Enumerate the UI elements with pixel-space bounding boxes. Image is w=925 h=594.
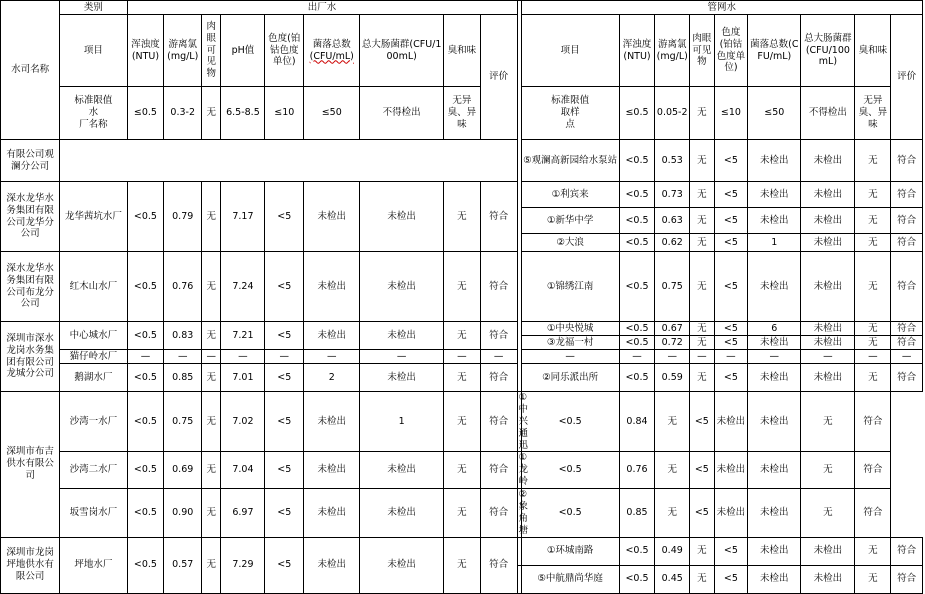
visible-value: 无	[202, 537, 221, 593]
ph-value: 7.24	[221, 252, 265, 322]
chlorine-value: 0.79	[164, 182, 202, 252]
plant-name: 红木山水厂	[60, 252, 127, 322]
colony-value: 未检出	[304, 392, 360, 452]
chlorine-value: 0.57	[164, 537, 202, 593]
plant-name: 沙湾一水厂	[60, 392, 127, 452]
net-odor: —	[855, 350, 891, 364]
odor-value: 无	[444, 182, 481, 252]
net-coliform: 未检出	[801, 565, 855, 593]
evaluation-value: 符合	[480, 364, 517, 392]
net-chlorine: 0.49	[655, 537, 690, 565]
plant-name: 鹅湖水厂	[60, 364, 127, 392]
colony-value: 未检出	[304, 322, 360, 350]
company-name: 深圳市深水龙岗水务集团有限公司龙城分公司	[1, 322, 60, 392]
network-water-header: 管网水	[521, 1, 922, 15]
net-visible: 无	[690, 252, 715, 322]
net-color: <5	[714, 537, 748, 565]
chlorine-value: 0.76	[164, 252, 202, 322]
net-odor: 无	[855, 537, 891, 565]
net-color: <5	[714, 252, 748, 322]
net-odor: 无	[855, 336, 891, 350]
net-coliform: 未检出	[801, 336, 855, 350]
net-odor: 无	[855, 182, 891, 208]
empty-plant-block	[60, 140, 517, 182]
net-visible: 无	[690, 565, 715, 593]
evaluation-value: 符合	[480, 537, 517, 593]
table-row	[1, 364, 923, 378]
net-odor: 无	[801, 392, 855, 452]
company-name: 深水龙华水务集团有限公司布龙分公司	[1, 252, 60, 322]
net-chlorine: 0.75	[655, 252, 690, 322]
plant-label-1: 水	[88, 107, 99, 119]
net-color: <5	[714, 234, 748, 252]
net-turbidity: <0.5	[619, 252, 655, 322]
sample-point: ①锦绣江南	[521, 252, 619, 322]
net-visible: 无	[690, 208, 715, 234]
net-col-turbidity: 浑浊度(NTU)	[619, 15, 655, 87]
net-visible: 无	[690, 140, 715, 182]
net-evaluation: 符合	[891, 322, 923, 336]
net-odor: 无	[801, 452, 855, 489]
net-col-color: 色度(铂钴色度单位)	[714, 15, 748, 87]
plant-name: 龙华茜坑水厂	[60, 182, 127, 252]
net-visible: 无	[690, 364, 715, 392]
chlorine-value: 0.85	[164, 364, 202, 392]
net-coliform: 未检出	[801, 208, 855, 234]
colony-value: 未检出	[304, 182, 360, 252]
colony-value: 未检出	[304, 452, 360, 489]
sample-label-2: 点	[565, 118, 575, 130]
color-value: <5	[265, 489, 304, 538]
turbidity-value: <0.5	[127, 537, 164, 593]
col-turbidity: 浑浊度(NTU)	[127, 15, 164, 87]
net-chlorine: 0.84	[619, 392, 655, 452]
net-chlorine: 0.76	[619, 452, 655, 489]
colony-value: —	[304, 350, 360, 364]
net-color: <5	[714, 336, 748, 350]
net-coliform: 未检出	[801, 234, 855, 252]
turbidity-value: <0.5	[127, 489, 164, 538]
net-color: <5	[690, 452, 715, 489]
plant-name: 猫仔岭水厂	[60, 350, 127, 364]
net-colony: 未检出	[714, 392, 748, 452]
ph-value: —	[221, 350, 265, 364]
net-evaluation: 符合	[891, 537, 923, 565]
net-evaluation: 符合	[891, 182, 923, 208]
net-turbidity: <0.5	[619, 322, 655, 336]
odor-value: 无	[444, 364, 481, 392]
coliform-value: —	[360, 350, 444, 364]
color-value: <5	[265, 252, 304, 322]
company-name: 有限公司观澜分公司	[1, 140, 60, 182]
sample-point: ①环城南路	[521, 537, 619, 565]
ph-value: 7.02	[221, 392, 265, 452]
standard-label: 标准限值	[74, 95, 113, 107]
net-turbidity: <0.5	[619, 565, 655, 593]
colony-value: 2	[304, 364, 360, 392]
chlorine-value: 0.69	[164, 452, 202, 489]
net-turbidity: <0.5	[619, 537, 655, 565]
col-evaluation: 评价	[480, 15, 517, 140]
sample-point: ①龙岭	[518, 452, 529, 488]
sample-point: ②象角塘	[518, 489, 529, 536]
evaluation-value: 符合	[480, 489, 517, 538]
coliform-value: 未检出	[360, 364, 444, 392]
evaluation-value: 符合	[480, 392, 517, 452]
table-row	[1, 182, 923, 208]
net-color: <5	[714, 565, 748, 593]
net-col-coliform: 总大肠菌群(CFU/100mL)	[801, 15, 855, 87]
visible-value: 无	[202, 252, 221, 322]
net-coliform: 未检出	[801, 537, 855, 565]
net-evaluation: 符合	[891, 140, 923, 182]
sample-point: ②大浪	[521, 234, 619, 252]
net-col-colony: 菌落总数(CFU/mL)	[748, 15, 801, 87]
net-color: <5	[690, 489, 715, 538]
category-header: 类别	[60, 1, 127, 15]
plant-label-2: 厂名称	[79, 118, 108, 130]
odor-value: 无	[444, 452, 481, 489]
plant-name: 沙湾二水厂	[60, 452, 127, 489]
net-standard-label: 标准限值	[551, 95, 590, 107]
ph-value: 7.04	[221, 452, 265, 489]
turbidity-value: <0.5	[127, 252, 164, 322]
odor-value: 无	[444, 392, 481, 452]
company-name: 深圳市龙岗坪地供水有限公司	[1, 537, 60, 593]
company-name-header: 水司名称	[1, 1, 60, 140]
coliform-value: 1	[360, 392, 444, 452]
net-colony: 6	[748, 322, 801, 336]
col-color: 色度(铂钴色度单位)	[265, 15, 304, 87]
net-evaluation: 符合	[855, 392, 891, 452]
odor-value: 无	[444, 322, 481, 350]
limit-turbidity: ≤0.5	[127, 87, 164, 140]
colony-value: 未检出	[304, 489, 360, 538]
net-colony: 未检出	[748, 208, 801, 234]
net-coliform: —	[801, 350, 855, 364]
net-colony: 未检出	[748, 537, 801, 565]
net-turbidity: <0.5	[619, 234, 655, 252]
ph-value: 7.29	[221, 537, 265, 593]
net-limit-chlorine: 0.05-2	[655, 87, 690, 140]
turbidity-value: <0.5	[127, 322, 164, 350]
turbidity-value: —	[127, 350, 164, 364]
color-value: <5	[265, 392, 304, 452]
net-visible: 无	[690, 234, 715, 252]
net-chlorine: 0.73	[655, 182, 690, 208]
color-value: <5	[265, 452, 304, 489]
limit-color: ≤10	[265, 87, 304, 140]
color-value: —	[265, 350, 304, 364]
net-turbidity: <0.5	[521, 392, 619, 452]
net-col-odor: 臭和味	[855, 15, 891, 87]
net-evaluation: 符合	[891, 336, 923, 350]
color-value: <5	[265, 364, 304, 392]
ph-value: 7.01	[221, 364, 265, 392]
net-colony: 1	[748, 234, 801, 252]
visible-value: 无	[202, 322, 221, 350]
plant-name: 中心城水厂	[60, 322, 127, 350]
limit-ph: 6.5-8.5	[221, 87, 265, 140]
sample-label-1: 取样	[560, 107, 580, 119]
net-chlorine: —	[655, 350, 690, 364]
net-visible: 无	[690, 336, 715, 350]
chlorine-value: —	[164, 350, 202, 364]
col-colony-unit: (CFU/mL)	[309, 50, 354, 62]
col-coliform: 总大肠菌群(CFU/100mL)	[360, 15, 444, 87]
net-limit-visible: 无	[690, 87, 715, 140]
net-limit-odor: 无异臭、异味	[855, 87, 891, 140]
net-evaluation: 符合	[891, 208, 923, 234]
net-odor: 无	[855, 208, 891, 234]
table-row	[1, 452, 923, 489]
net-limit-turbidity: ≤0.5	[619, 87, 655, 140]
net-coliform: 未检出	[801, 182, 855, 208]
color-value: <5	[265, 537, 304, 593]
net-visible: 无	[690, 322, 715, 336]
net-chlorine: 0.72	[655, 336, 690, 350]
net-evaluation: 符合	[855, 489, 891, 538]
sample-point: ①中兴通迅	[518, 392, 529, 451]
net-evaluation: 符合	[891, 252, 923, 322]
sample-point: ③龙福一村	[521, 336, 619, 350]
net-visible: —	[690, 350, 715, 364]
coliform-value: 未检出	[360, 537, 444, 593]
net-coliform: 未检出	[801, 322, 855, 336]
net-visible: 无	[690, 182, 715, 208]
sample-point: ①新华中学	[521, 208, 619, 234]
coliform-value: 未检出	[360, 489, 444, 538]
net-turbidity: —	[619, 350, 655, 364]
chlorine-value: 0.90	[164, 489, 202, 538]
net-visible: 无	[690, 537, 715, 565]
evaluation-value: 符合	[480, 252, 517, 322]
net-color: <5	[714, 322, 748, 336]
sample-point: ①利宾来	[521, 182, 619, 208]
evaluation-value: —	[480, 350, 517, 364]
header-row-1	[1, 1, 923, 15]
ph-value: 7.17	[221, 182, 265, 252]
table-row	[1, 537, 923, 565]
plant-name: 坪地水厂	[60, 537, 127, 593]
net-turbidity: <0.5	[619, 336, 655, 350]
coliform-value: 未检出	[360, 452, 444, 489]
net-odor: 无	[855, 234, 891, 252]
net-colony: 未检出	[714, 489, 748, 538]
col-chlorine: 游离氯(mg/L)	[164, 15, 202, 87]
net-col-chlorine: 游离氯(mg/L)	[655, 15, 690, 87]
net-turbidity: <0.5	[619, 140, 655, 182]
net-col-visible: 肉眼可见物	[690, 15, 715, 87]
net-turbidity: <0.5	[619, 364, 655, 392]
col-colony	[304, 15, 360, 87]
net-coliform: 未检出	[801, 364, 855, 392]
visible-value: 无	[202, 182, 221, 252]
color-value: <5	[265, 322, 304, 350]
net-chlorine: 0.85	[619, 489, 655, 538]
limits-row	[1, 87, 923, 140]
plant-name: 坂雪岗水厂	[60, 489, 127, 538]
factory-water-header: 出厂水	[127, 1, 517, 15]
limit-odor: 无异臭、异味	[444, 87, 481, 140]
net-odor: 无	[855, 140, 891, 182]
sample-point: ⑤中航鼎尚华庭	[521, 565, 619, 593]
net-chlorine: 0.67	[655, 322, 690, 336]
net-colony: 未检出	[748, 140, 801, 182]
network-project-header: 项目	[521, 15, 619, 87]
ph-value: 7.21	[221, 322, 265, 350]
net-color: <5	[714, 182, 748, 208]
limit-colony: ≤50	[304, 87, 360, 140]
chlorine-value: 0.75	[164, 392, 202, 452]
project-header: 项目	[60, 15, 127, 87]
ph-value: 6.97	[221, 489, 265, 538]
col-ph: pH值	[221, 15, 265, 87]
visible-value: —	[202, 350, 221, 364]
net-limit-colony: ≤50	[748, 87, 801, 140]
net-coliform: 未检出	[801, 252, 855, 322]
net-odor: 无	[855, 252, 891, 322]
evaluation-value: 符合	[480, 322, 517, 350]
visible-value: 无	[202, 392, 221, 452]
table-row	[1, 140, 923, 182]
net-odor: 无	[855, 364, 891, 392]
net-chlorine: 0.53	[655, 140, 690, 182]
net-coliform: 未检出	[748, 452, 801, 489]
col-colony-name: 菌落总数	[312, 38, 351, 50]
net-turbidity: <0.5	[521, 452, 619, 489]
col-visible: 肉眼可见物	[202, 15, 221, 87]
colony-value: 未检出	[304, 252, 360, 322]
net-evaluation: 符合	[891, 565, 923, 593]
limit-chlorine: 0.3-2	[164, 87, 202, 140]
visible-value: 无	[202, 489, 221, 538]
table-row	[1, 489, 923, 538]
visible-value: 无	[202, 452, 221, 489]
coliform-value: 未检出	[360, 182, 444, 252]
net-coliform: 未检出	[748, 392, 801, 452]
net-evaluation: —	[891, 350, 923, 364]
net-color: <5	[714, 140, 748, 182]
net-chlorine: 0.59	[655, 364, 690, 392]
net-coliform: 未检出	[748, 489, 801, 538]
net-colony: 未检出	[748, 336, 801, 350]
net-visible: 无	[655, 392, 690, 452]
net-odor: 无	[855, 322, 891, 336]
coliform-value: 未检出	[360, 322, 444, 350]
table-row	[1, 252, 923, 322]
col-odor: 臭和味	[444, 15, 481, 87]
net-limit-coliform: 不得检出	[801, 87, 855, 140]
turbidity-value: <0.5	[127, 452, 164, 489]
net-color: <5	[690, 392, 715, 452]
net-chlorine: 0.45	[655, 565, 690, 593]
table-row	[1, 392, 923, 452]
evaluation-value: 符合	[480, 452, 517, 489]
turbidity-value: <0.5	[127, 364, 164, 392]
net-odor: 无	[855, 565, 891, 593]
net-turbidity: <0.5	[619, 182, 655, 208]
turbidity-value: <0.5	[127, 392, 164, 452]
net-color: —	[714, 350, 748, 364]
net-visible: 无	[655, 452, 690, 489]
net-odor: 无	[801, 489, 855, 538]
sample-label-cell	[521, 87, 619, 140]
colony-value: 未检出	[304, 537, 360, 593]
header-row-2	[1, 15, 923, 87]
odor-value: —	[444, 350, 481, 364]
net-chlorine: 0.63	[655, 208, 690, 234]
sample-point: —	[521, 350, 619, 364]
company-name: 深水龙华水务集团有限公司龙华分公司	[1, 182, 60, 252]
net-colony: —	[748, 350, 801, 364]
visible-value: 无	[202, 364, 221, 392]
odor-value: 无	[444, 537, 481, 593]
coliform-value: 未检出	[360, 252, 444, 322]
net-colony: 未检出	[748, 565, 801, 593]
sample-point: ②同乐派出所	[521, 364, 619, 392]
table-row	[1, 350, 923, 364]
standard-label-cell	[60, 87, 127, 140]
net-coliform: 未检出	[801, 140, 855, 182]
net-colony: 未检出	[714, 452, 748, 489]
turbidity-value: <0.5	[127, 182, 164, 252]
sample-point: ⑤观澜高新园给水泵站	[521, 140, 619, 182]
chlorine-value: 0.83	[164, 322, 202, 350]
net-turbidity: <0.5	[521, 489, 619, 538]
net-visible: 无	[655, 489, 690, 538]
table-row	[1, 322, 923, 336]
net-evaluation: 符合	[891, 234, 923, 252]
color-value: <5	[265, 182, 304, 252]
net-col-evaluation: 评价	[891, 15, 923, 140]
company-name: 深圳市布吉供水有限公司	[1, 392, 60, 538]
net-evaluation: 符合	[855, 452, 891, 489]
odor-value: 无	[444, 252, 481, 322]
net-colony: 未检出	[748, 364, 801, 392]
limit-coliform: 不得检出	[360, 87, 444, 140]
net-color: <5	[714, 364, 748, 392]
sample-point: ①中央悦城	[521, 322, 619, 336]
net-turbidity: <0.5	[619, 208, 655, 234]
net-color: <5	[714, 208, 748, 234]
odor-value: 无	[444, 489, 481, 538]
net-chlorine: 0.62	[655, 234, 690, 252]
evaluation-value: 符合	[480, 182, 517, 252]
net-colony: 未检出	[748, 252, 801, 322]
net-limit-color: ≤10	[714, 87, 748, 140]
limit-visible: 无	[202, 87, 221, 140]
net-colony: 未检出	[748, 182, 801, 208]
net-evaluation: 符合	[891, 364, 923, 392]
